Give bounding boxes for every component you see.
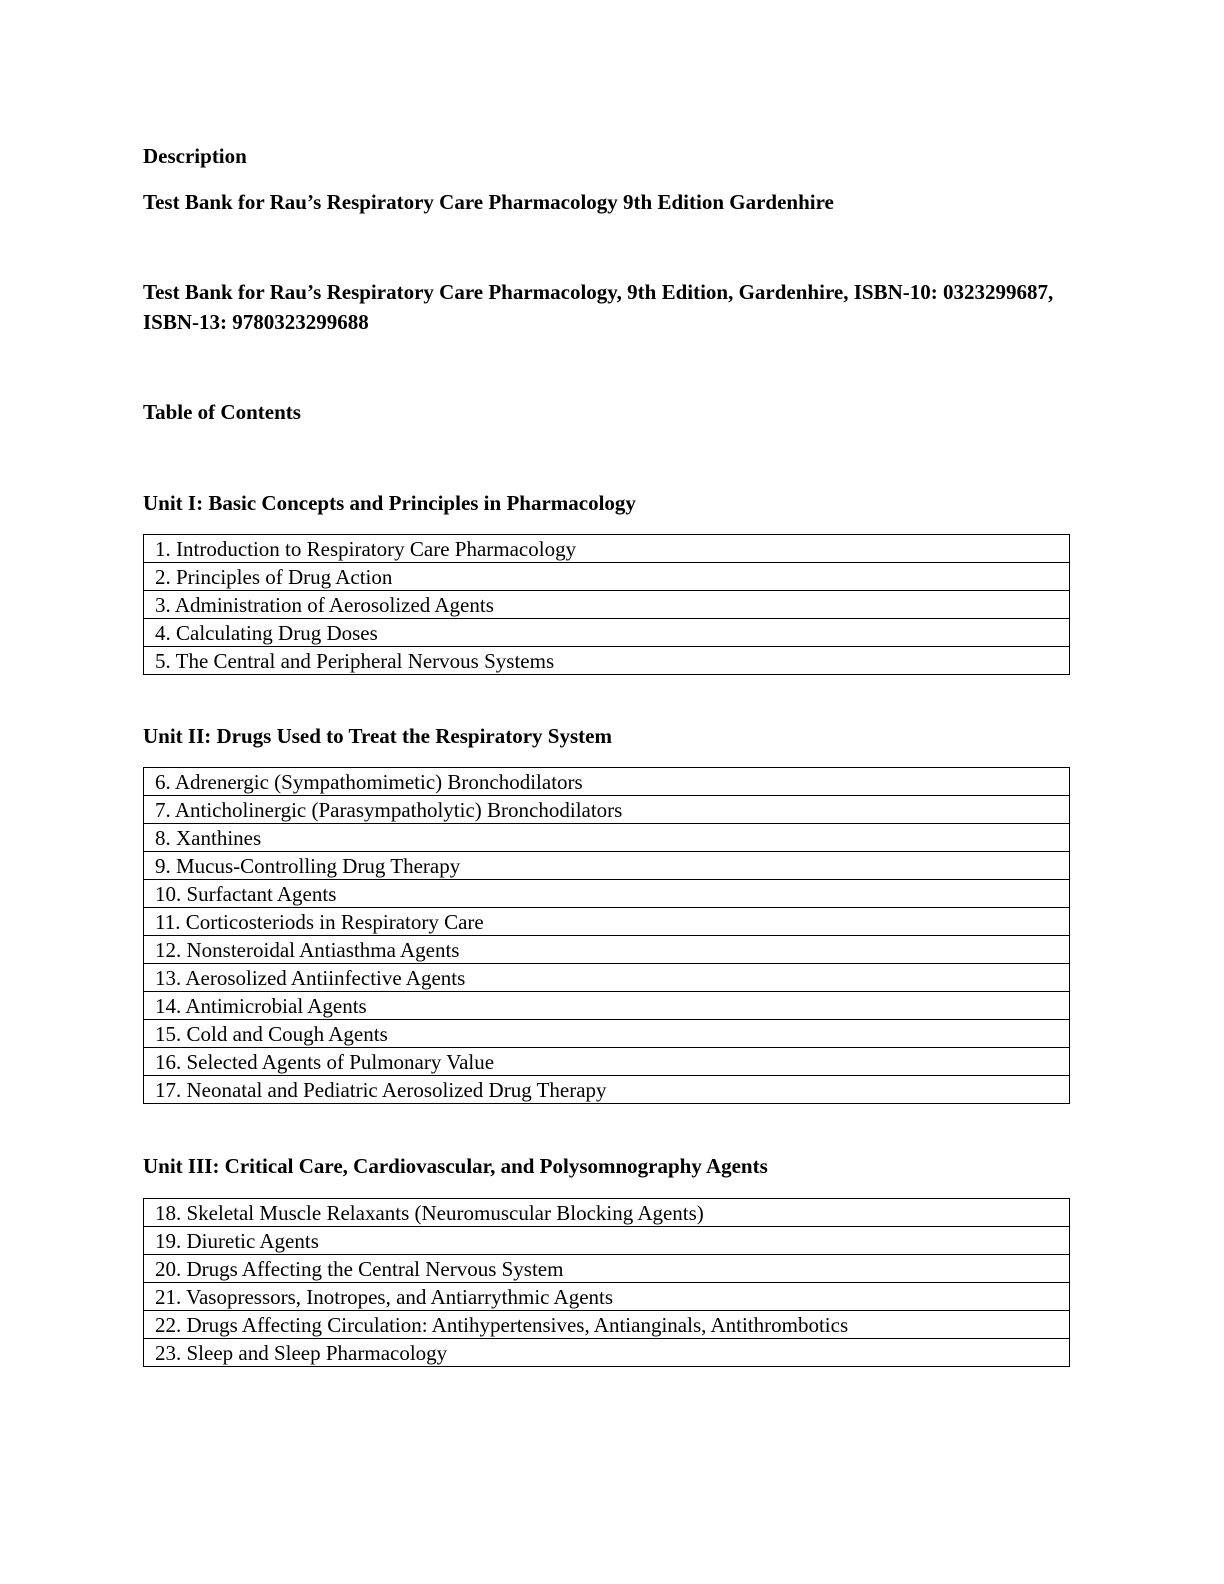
chapter-18: 18. Skeletal Muscle Relaxants (Neuromuscular Blocking Agents)	[144, 1199, 1070, 1227]
table-row	[144, 1020, 1070, 1048]
table-row	[144, 1227, 1070, 1255]
description-heading: Description	[143, 144, 247, 168]
toc-heading: Table of Contents	[143, 400, 301, 424]
chapter-15: 15. Cold and Cough Agents	[144, 1020, 1070, 1048]
table-row	[144, 1199, 1070, 1227]
table-row	[144, 1283, 1070, 1311]
chapter-7: 7. Anticholinergic (Parasympatholytic) Bronchodilators	[144, 796, 1070, 824]
table-row	[144, 880, 1070, 908]
chapter-14: 14. Antimicrobial Agents	[144, 992, 1070, 1020]
unit-1-chapter-table	[143, 534, 1070, 675]
chapter-2: 2. Principles of Drug Action	[144, 563, 1070, 591]
chapter-22: 22. Drugs Affecting Circulation: Antihypertensives, Antianginals, Antithrombotics	[144, 1311, 1070, 1339]
chapter-8: 8. Xanthines	[144, 824, 1070, 852]
chapter-20: 20. Drugs Affecting the Central Nervous System	[144, 1255, 1070, 1283]
table-row	[144, 908, 1070, 936]
table-row	[144, 535, 1070, 563]
chapter-1: 1. Introduction to Respiratory Care Pharmacology	[144, 535, 1070, 563]
unit-2-chapter-table	[143, 767, 1070, 1104]
table-row	[144, 591, 1070, 619]
table-row	[144, 619, 1070, 647]
chapter-19: 19. Diuretic Agents	[144, 1227, 1070, 1255]
table-row	[144, 992, 1070, 1020]
chapter-13: 13. Aerosolized Antiinfective Agents	[144, 964, 1070, 992]
table-row	[144, 1311, 1070, 1339]
unit-3-chapter-table	[143, 1198, 1070, 1367]
chapter-6: 6. Adrenergic (Sympathomimetic) Bronchodilators	[144, 768, 1070, 796]
chapter-10: 10. Surfactant Agents	[144, 880, 1070, 908]
table-row	[144, 824, 1070, 852]
table-row	[144, 1339, 1070, 1367]
unit-3-heading: Unit III: Critical Care, Cardiovascular, and Polysomnography Agents	[143, 1154, 768, 1178]
table-row	[144, 964, 1070, 992]
table-row	[144, 1255, 1070, 1283]
chapter-11: 11. Corticosteriods in Respiratory Care	[144, 908, 1070, 936]
table-row	[144, 647, 1070, 675]
chapter-9: 9. Mucus-Controlling Drug Therapy	[144, 852, 1070, 880]
chapter-12: 12. Nonsteroidal Antiasthma Agents	[144, 936, 1070, 964]
chapter-5: 5. The Central and Peripheral Nervous Systems	[144, 647, 1070, 675]
chapter-17: 17. Neonatal and Pediatric Aerosolized Drug Therapy	[144, 1076, 1070, 1104]
table-row	[144, 1048, 1070, 1076]
chapter-21: 21. Vasopressors, Inotropes, and Antiarrythmic Agents	[144, 1283, 1070, 1311]
chapter-23: 23. Sleep and Sleep Pharmacology	[144, 1339, 1070, 1367]
table-row	[144, 852, 1070, 880]
table-row	[144, 563, 1070, 591]
chapter-16: 16. Selected Agents of Pulmonary Value	[144, 1048, 1070, 1076]
chapter-4: 4. Calculating Drug Doses	[144, 619, 1070, 647]
unit-2-heading: Unit II: Drugs Used to Treat the Respiratory System	[143, 724, 612, 748]
chapter-3: 3. Administration of Aerosolized Agents	[144, 591, 1070, 619]
book-citation: Test Bank for Rau’s Respiratory Care Pharmacology, 9th Edition, Gardenhire, ISBN-10: 0323299687, ISBN-13: 9780323299688	[143, 280, 1054, 334]
table-row	[144, 796, 1070, 824]
table-row	[144, 768, 1070, 796]
table-row	[144, 936, 1070, 964]
document-title: Test Bank for Rau’s Respiratory Care Pharmacology 9th Edition Gardenhire	[143, 190, 834, 214]
unit-1-heading: Unit I: Basic Concepts and Principles in Pharmacology	[143, 491, 636, 515]
table-row	[144, 1076, 1070, 1104]
